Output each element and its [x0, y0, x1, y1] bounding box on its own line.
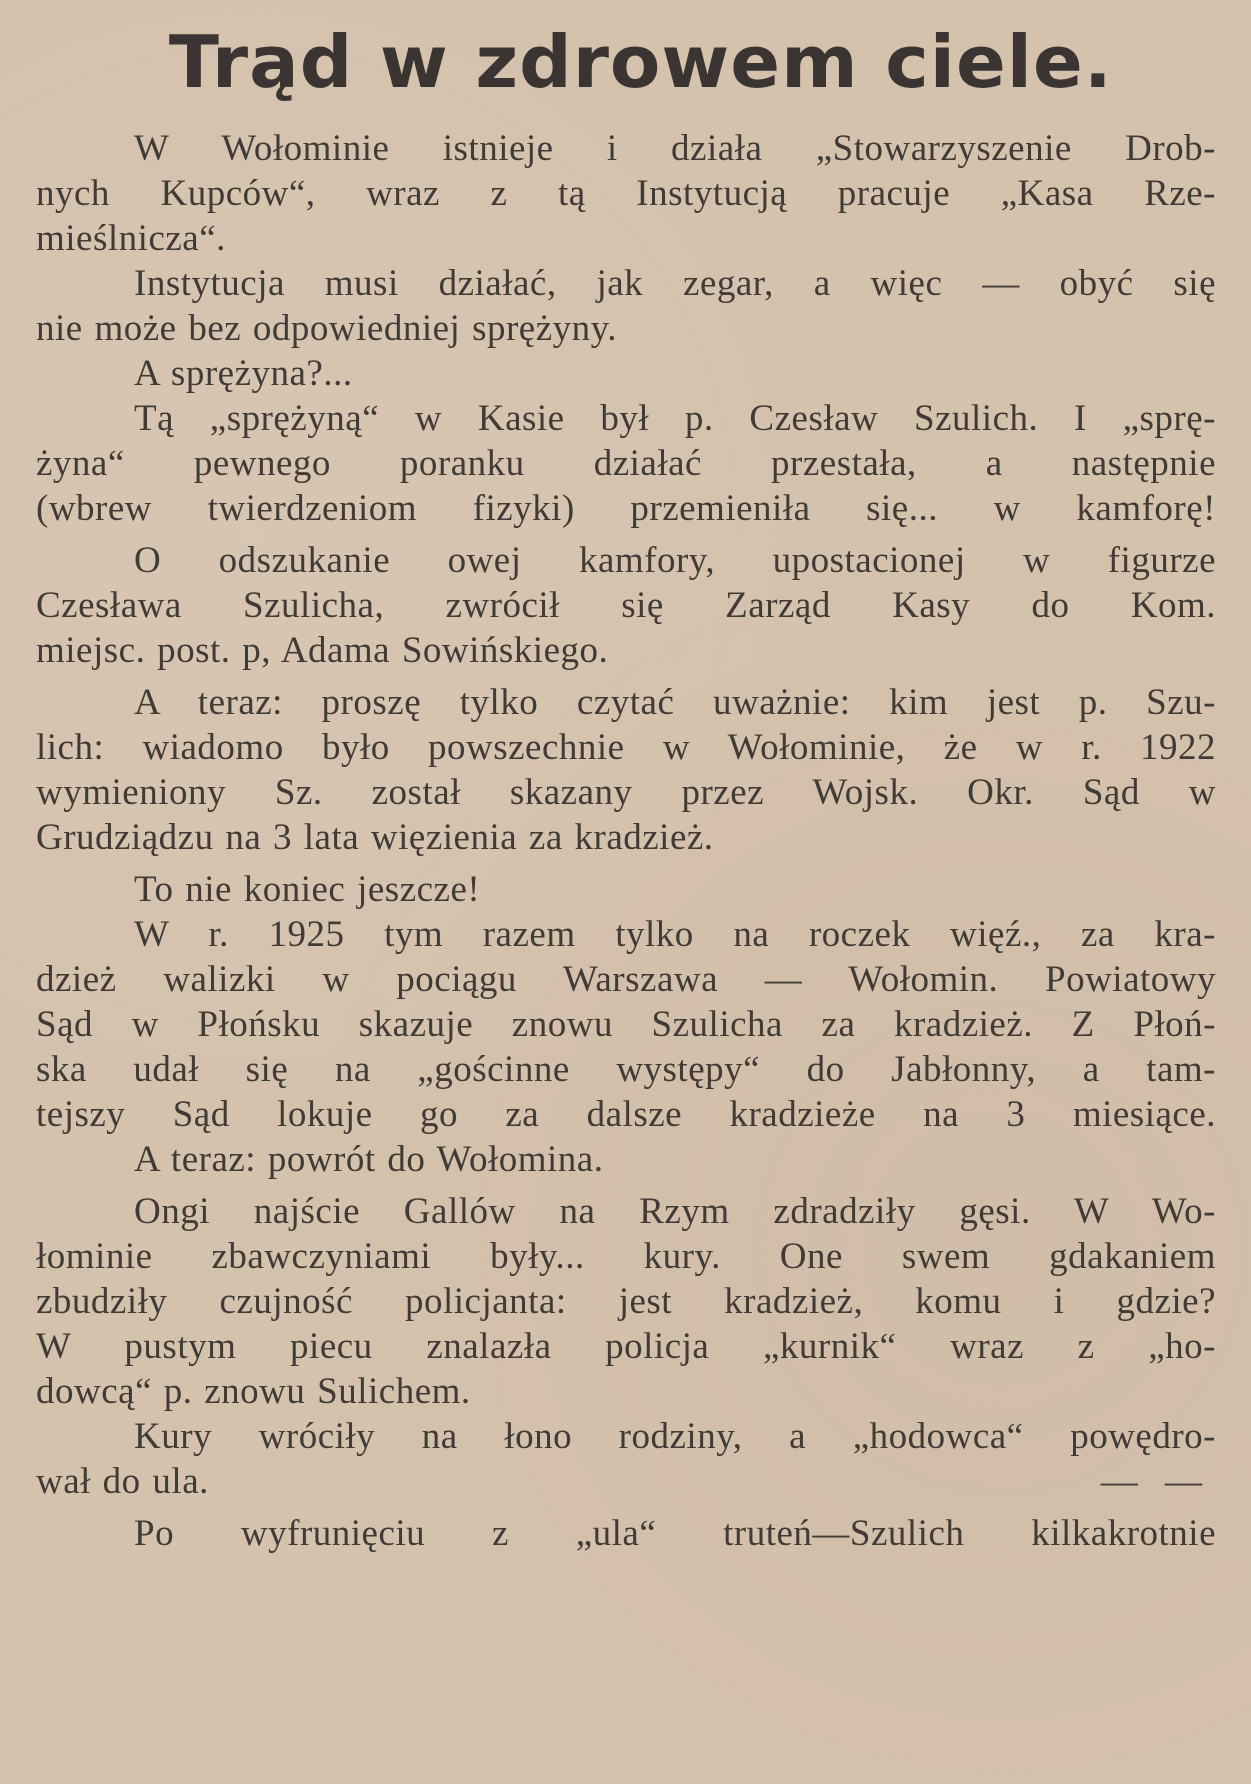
text-line: (wbrew twierdzeniom fizyki) przemieniła się... w kamforę!	[36, 488, 1216, 529]
article-title: Trąd w zdrowem ciele.	[168, 20, 1113, 104]
paragraph-5	[36, 538, 1216, 673]
text-line: Grudziądzu na 3 lata więzienia za kradzież.	[36, 817, 714, 858]
text-line: łominie zbawczyniami były... kury. One swem gdakaniem	[36, 1236, 1216, 1277]
paragraph-gap	[36, 1182, 1216, 1189]
text-line: Po wyfrunięciu z „ula“ truteń—Szulich kilkakrotnie	[134, 1513, 1216, 1554]
text-line: W pustym piecu znalazła policja „kurnik“ wraz z „ho-	[36, 1326, 1216, 1367]
text-line: Tą „sprężyną“ w Kasie był p. Czesław Szulich. I „sprę-	[134, 398, 1216, 439]
paragraph-6	[36, 680, 1216, 860]
section-separator: — —	[1100, 1461, 1210, 1502]
text-line: W r. 1925 tym razem tylko na roczek więź., za kra-	[134, 914, 1216, 955]
paragraph-11	[36, 1414, 1216, 1504]
paragraph-gap	[36, 1504, 1216, 1511]
text-line: wymieniony Sz. został skazany przez Wojsk. Okr. Sąd w	[36, 772, 1216, 813]
text-line: ska udał się na „gościnne występy“ do Jabłonny, a tam-	[36, 1049, 1216, 1090]
paragraph-3	[36, 351, 1216, 396]
text-line: dowcą“ p. znowu Sulichem.	[36, 1371, 471, 1412]
text-line: Sąd w Płońsku skazuje znowu Szulicha za kradzież. Z Płoń-	[36, 1004, 1216, 1045]
text-line: Kury wróciły na łono rodziny, a „hodowca“ powędro-	[134, 1416, 1216, 1457]
text-line: A sprężyna?...	[134, 353, 353, 394]
paragraph-8	[36, 912, 1216, 1137]
text-line-with-separator	[36, 1459, 1216, 1504]
paragraph-7	[36, 867, 1216, 912]
text-line: mieślnicza“.	[36, 218, 226, 259]
text-line: A teraz: powrót do Wołomina.	[134, 1139, 604, 1180]
text-line: Czesława Szulicha, zwrócił się Zarząd Kasy do Kom.	[36, 585, 1216, 626]
paragraph-2	[36, 261, 1216, 351]
text-line: To nie koniec jeszcze!	[134, 869, 481, 910]
article-body	[36, 126, 1216, 1556]
text-line: zbudziły czujność policjanta: jest kradzież, komu i gdzie?	[36, 1281, 1216, 1322]
paragraph-10	[36, 1189, 1216, 1414]
text-line: O odszukanie owej kamfory, upostacionej w figurze	[134, 540, 1216, 581]
paragraph-4	[36, 396, 1216, 531]
text-line: dzież walizki w pociągu Warszawa — Wołomin. Powiatowy	[36, 959, 1216, 1000]
text-line: nie może bez odpowiedniej sprężyny.	[36, 308, 617, 349]
text-line: nych Kupców“, wraz z tą Instytucją pracuje „Kasa Rze-	[36, 173, 1216, 214]
paragraph-gap	[36, 860, 1216, 867]
paragraph-gap	[36, 531, 1216, 538]
text-line: wał do ula.	[36, 1461, 209, 1502]
text-line: A teraz: proszę tylko czytać uważnie: kim jest p. Szu-	[134, 682, 1216, 723]
text-line: lich: wiadomo było powszechnie w Wołominie, że w r. 1922	[36, 727, 1216, 768]
paragraph-12	[36, 1511, 1216, 1556]
text-line: tejszy Sąd lokuje go za dalsze kradzieże na 3 miesiące.	[36, 1094, 1216, 1135]
text-line: Instytucja musi działać, jak zegar, a więc — obyć się	[134, 263, 1216, 304]
text-line: W Wołominie istnieje i działa „Stowarzyszenie Drob-	[134, 128, 1216, 169]
text-line: Ongi najście Gallów na Rzym zdradziły gęsi. W Wo-	[134, 1191, 1216, 1232]
paragraph-1	[36, 126, 1216, 261]
text-line: żyna“ pewnego poranku działać przestała, a następnie	[36, 443, 1216, 484]
paragraph-9	[36, 1137, 1216, 1182]
text-line: miejsc. post. p, Adama Sowińskiego.	[36, 630, 609, 671]
paragraph-gap	[36, 673, 1216, 680]
